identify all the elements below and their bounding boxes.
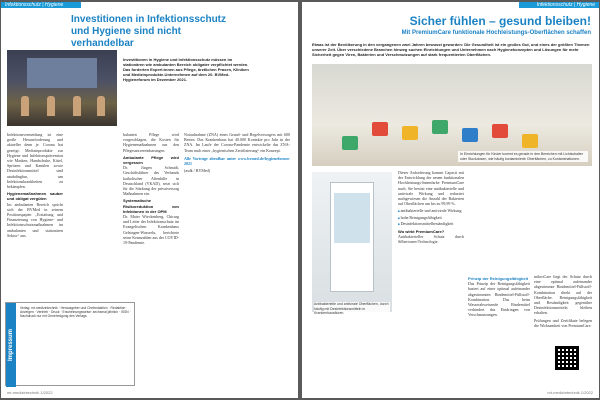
- paragraph: Notaufnahme (ZNA) eines Grund- und Regelversorgers mit 600 Betten. Das Krankenhaus hat 40.000 Kontakte pro Jahr in der ZNA. Im Laufe der Corona-Pandemie entwickelte das ZNA-Team nach einer „hygienischen Zertifizierung“ ein Konzept.: [184, 132, 290, 153]
- paragraph: mikroCare liegt der Schutz durch eine optimal aufeinander abgestimmte Bindemittel-Füllstoff-Kombination direkt auf der Oberfläche. Reinigungsfähigkeit und Beständigkeit gegenüber Desinfektionsmitteln bleiben erhalten.: [534, 274, 592, 316]
- corridor-door-photo: [312, 172, 392, 312]
- impressum-body: Verlag: mt-medizintechnik · Herausgeber und Chefredaktion · Redaktion · Anzeigen · Vertrieb · Druck · Erscheinungsweise: sechsmal jährlich · ISSN · Nachdruck nur mit Genehmigung des Verlags.: [20, 306, 131, 319]
- speaker-figure: [73, 96, 81, 116]
- paragraph: Dr. Jürgen Schmidt, Geschäftsführer des Verbands katholischer Altenhilfe in Deutschland (VKAD), setzt sich für die Stärkung der privatversorg Maßnahmen ein.: [123, 165, 179, 197]
- page-footer: mt-medizintechnik 1/2022: [547, 390, 593, 395]
- list-item: ■ Desinfektionsmittelbeständigkeit: [398, 221, 464, 227]
- photo-caption: In Einrichtungen für Kinder kommt es gerade in den Bereichen mit Lichtschalter oder Stockdosen, wie häufig kontaminierte Oberflächen, zu Kontaminationen.: [458, 151, 588, 162]
- paragraph: Dr. Maier Wieckenberg, Chirurg und Leiter der Infektionsschutz im Evangelischen Krankenhaus Gelsingen-Wasserlu, berichtete seine Kennzahlen aus der COVID-19-Pandemie.: [123, 214, 179, 246]
- credit: (asdk / BVMed): [184, 167, 210, 173]
- text-column-2: [468, 274, 530, 380]
- subheading: Wo wirkt PremiumCare?: [398, 229, 445, 235]
- feature-list: [398, 208, 464, 227]
- paragraph: Das Prinzip der Reinigungsfähigkeit basiert auf einer optimal aufeinander abgestimmten Bindemittel-Füllstoff-Kombination. Das beim Wasserabweisende Bindemittel verhindert das Eindringen von Verschmutzungen.: [468, 281, 530, 318]
- paragraph: Infektionsvermeidung ist eine große Herausforderung und aktueller denn je. Corona hat gezeigt: Medizinprodukte zur Hygiene und Infektionsprävention wie Masken, Handschuhe, Kittel, Spritzen und Kanülen sowie Desinfektionsmittel sind unabdingbar, um Infektionskrankheiten zu bekämpfen.: [7, 132, 63, 190]
- article-intro: Etwas ist der Bevölkerung in den vergangenen zwei Jahren bewusst geworden: Die Gesundheit ist ein großes Gut, und eines der größten Themen unserer Zeit. Über verschiedene Branchen hinweg suchen Einrichtungen und Unternehmen nach Hygienekonzepten und Lösungen für mehr Sicherheit gegen Viren, Bakterien und Verschmutzungen auf stark frequentierten Oberflächen.: [312, 42, 590, 57]
- text-column-3: [534, 274, 592, 344]
- chair: [462, 128, 478, 142]
- paragraph: Dieser Anforderung kommt Capacit mit der Entwicklung der neuen funktionalen Hochleistungs-Innenfarbe PremiumCare nach. Sie besitzt eine antibakterielle und antivirale Wirkung und reduziert nachgewiesen die Anzahl der Bakterien auf Oberflächen um bis zu 99,99 %.: [398, 170, 464, 207]
- chair: [402, 126, 418, 140]
- article-subtitle: Mit PremiumCare funktionale Hochleistungs-Oberflächen schaffen: [401, 30, 591, 36]
- classroom-photo: [312, 64, 592, 166]
- door-caption: Antibakterielle und antivirale Oberflächen, durch häufig mit Desinfektionsmitteln in Krankenhausfluren.: [314, 302, 389, 315]
- chair: [372, 122, 388, 136]
- paragraph: Antibakterieller Schutz durch Silberionen-Technologie.: [398, 234, 464, 245]
- chair: [342, 136, 358, 150]
- text-column-1: [7, 132, 63, 298]
- list-item: ■ hohe Reinigungsfähigkeit: [398, 215, 464, 221]
- subheading: Ambulante Pflege wird vergessen: [123, 154, 179, 166]
- article-title: Investitionen in Infektionsschutz und Hygiene sind nicht verhandelbar: [71, 14, 227, 49]
- projection-screen: [27, 58, 97, 88]
- text-column-3: [184, 132, 290, 382]
- section-header-label: Infektionsschutz | Hygiene: [5, 2, 64, 8]
- qr-code-icon[interactable]: [555, 346, 579, 370]
- paragraph: Prüfungen und Zertifikate belegen die Wirksamkeit von PremiumCare.: [534, 317, 592, 328]
- impressum-title: Impressum: [6, 303, 16, 387]
- chair: [522, 134, 538, 148]
- impressum-box: [5, 302, 135, 386]
- chair: [432, 120, 448, 134]
- speaker-figure: [47, 96, 55, 116]
- subheading: Prinzip der Reinigungsfähigkeit: [468, 276, 529, 281]
- chair: [492, 124, 508, 138]
- list-item: ■ antibakterielle und antivirale Wirkung: [398, 208, 464, 214]
- text-column-1: [398, 170, 464, 380]
- speaker-figure: [97, 96, 105, 116]
- left-page: [1, 2, 298, 398]
- subheading: Systematische Risikoreduktion von Infektionen in der OPM: [123, 198, 179, 214]
- right-page: [302, 2, 599, 398]
- subheading: Hygienemaßnahmen sauber und obligat vergüten: [7, 191, 63, 202]
- paragraph: bulanten Pflege wird vorgeschlagen, die Kosten für Hygienemaßnahmen aus den Pflegesatzvereinbarungen.: [123, 132, 179, 153]
- door-window: [334, 193, 370, 243]
- paragraph: Im ambulanten Bereich spricht sich der BVMed in seinem Positionspapier „Erstattung und Finanzierung von Hygiene- und Infektionsschutzmaßnahmen im ambulanten und stationären Sektor“ aus.: [7, 201, 63, 238]
- door: [330, 182, 374, 292]
- article-title: Sicher fühlen – gesund bleiben!: [409, 14, 591, 28]
- page-footer: mt-medizintechnik 1/2022: [7, 390, 53, 395]
- article-intro: Investitionen in Hygiene und Infektionsschutz müssen im stationären wie ambulanten Bereich obligater verpflichtet werden. Das forderten Expert:innen aus Pflege, ärztlichen Praxen, Kliniken und Medizinprodukte-Unternehmen auf dem 20. BVMed-Hygieneforum im Dezember 2021.: [123, 57, 249, 82]
- downloads-link[interactable]: Alle Vorträge abrufbar unter www.bvmed.de/hygieneforum-2021: [184, 155, 290, 166]
- conference-photo: [7, 50, 117, 126]
- section-header-label: Infektionsschutz | Hygiene: [536, 2, 595, 8]
- speaker-figure: [21, 96, 29, 116]
